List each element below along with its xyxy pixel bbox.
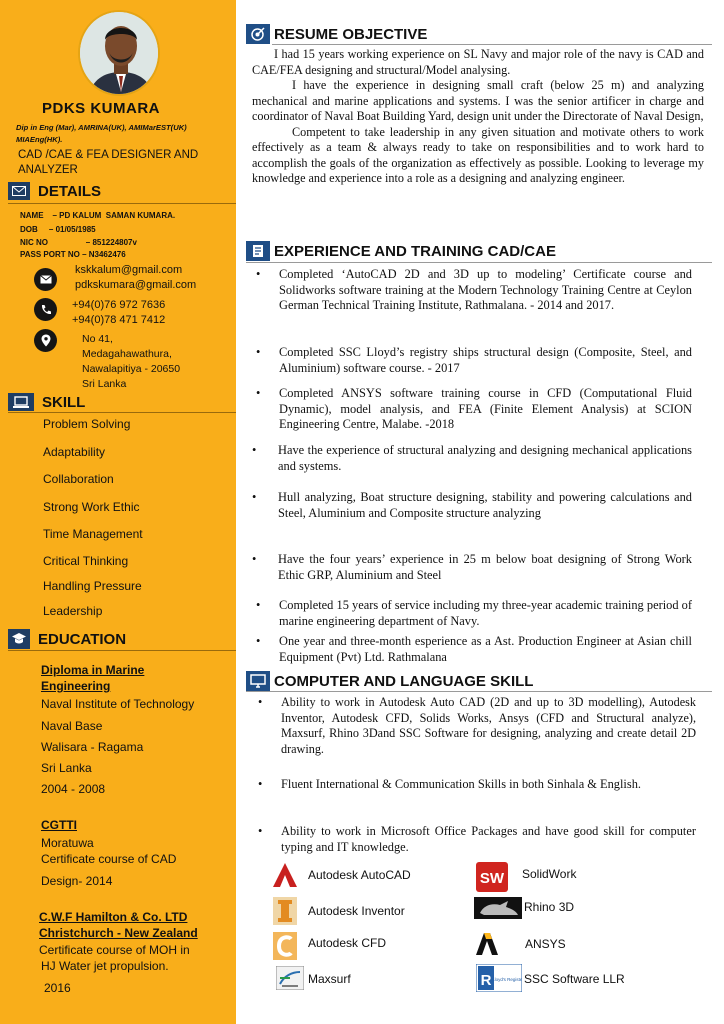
address-line: Medagahawathura, <box>82 348 172 360</box>
experience-item-text: Completed 15 years of service including my three-year academic training period of marine engineering department of Navy. <box>279 598 692 628</box>
objective-heading-label: RESUME OBJECTIVE <box>274 25 428 43</box>
ansys-logo-icon <box>474 931 500 957</box>
experience-item: • Have the four years’ experience in 25 m below boat designing of Strong Work Ethic GRP, Aluminium and Steel <box>252 552 692 582</box>
education-line: Walisara - Ragama <box>41 740 144 754</box>
solidworks-logo-text: SW <box>479 870 505 887</box>
objective-paragraph <box>252 47 704 187</box>
education-title: Christchurch - New Zealand <box>39 926 198 940</box>
divider <box>8 412 236 413</box>
divider <box>8 203 236 204</box>
address-line: Nawalapitiya - 20650 <box>82 363 181 375</box>
rhino-logo-icon <box>474 897 522 919</box>
software-autocad: Autodesk AutoCAD <box>308 868 411 882</box>
profile-photo <box>78 10 160 96</box>
objective-heading <box>246 24 427 44</box>
detail-name: NAME – PD KALUM SAMAN KUMARA. <box>20 211 176 220</box>
phone-icon <box>34 298 57 321</box>
experience-item: • Completed 15 years of service including my three-year academic training period of marine engineering department of Navy. <box>256 598 692 628</box>
skill-item: Time Management <box>43 527 143 541</box>
education-line: Design- 2014 <box>41 874 113 888</box>
address-line: Sri Lanka <box>82 378 127 390</box>
education-line: Naval Base <box>41 719 103 733</box>
sidebar <box>0 0 236 1024</box>
lloyds-register-logo-icon <box>476 964 522 992</box>
experience-item: • Completed SSC Lloyd’s registry ships structural design (Composite, Steel, and Aluminium) software course. - 2017 <box>256 345 692 375</box>
graduation-cap-icon <box>8 629 30 649</box>
education-line: Naval Institute of Technology <box>41 697 195 711</box>
education-title: CGTTI <box>41 818 77 832</box>
detail-nic: NIC NO – 851224807v <box>20 238 137 247</box>
address-line: No 41, <box>82 333 113 345</box>
experience-item-text: Hull analyzing, Boat structure designing, stability and powering calculations and Steel, Aluminium and Composite structure analyzing <box>278 490 692 520</box>
divider <box>246 691 712 692</box>
objective-text: I had 15 years working experience on SL Navy and major role of the navy is CAD and CAE/FEA designing and structural/Model analysing. <box>252 47 704 77</box>
detail-passport: PASS PORT NO – N3462476 <box>20 250 126 259</box>
education-line: 2004 - 2008 <box>41 782 106 796</box>
software-ansys: ANSYS <box>525 937 566 951</box>
profile-qualifications: Dip in Eng (Mar), AMRINA(UK), AMIMarEST(UK) MIAEng(HK). <box>16 123 187 144</box>
computer-heading <box>246 671 533 691</box>
computer-item: • Ability to work in Microsoft Office Packages and have good skill for computer typing and IT knowledge. <box>258 824 696 854</box>
software-maxsurf: Maxsurf <box>308 972 351 986</box>
computer-heading-label: COMPUTER AND LANGUAGE SKILL <box>274 672 534 690</box>
autodesk-cfd-logo-icon <box>273 932 297 960</box>
email-secondary[interactable]: pdkskumara@gmail.com <box>75 279 197 291</box>
skill-item: Critical Thinking <box>43 554 129 568</box>
computer-item-text: Fluent International & Communication Skills in both Sinhala & English. <box>281 777 641 791</box>
objective-text: I have the experience in designing small craft (below 25 m) and analyzing mechanical and marine applications and systems. I was the senior artificer in charge and coordinator of Naval Boat Building Yard, design unit under the Directorate of Naval Design, <box>252 78 704 123</box>
document-icon <box>246 241 270 261</box>
experience-item-text: Completed ‘AutoCAD 2D and 3D up to modeling’ Certificate course and Solidworks software training at the Modern Technology Training Centre at Ceylon German Technical Training Institute, Rathmalana. - 2014 and 2017. <box>279 267 692 312</box>
skill-item: Leadership <box>43 604 103 618</box>
solidworks-logo-icon <box>476 862 508 892</box>
education-line: Moratuwa <box>41 836 94 850</box>
skill-item: Strong Work Ethic <box>43 500 140 514</box>
experience-item: • Have the experience of structural analyzing and designing mechanical applications and systems. <box>252 443 692 473</box>
laptop-icon <box>8 393 34 411</box>
education-heading-label: EDUCATION <box>38 630 127 648</box>
software-ssc: SSC Software LLR <box>524 972 625 986</box>
skill-heading-label: SKILL <box>42 393 86 411</box>
experience-item-text: Completed SSC Lloyd’s registry ships structural design (Composite, Steel, and Aluminium) software course. - 2017 <box>279 345 692 375</box>
divider <box>8 650 236 651</box>
experience-item-text: Have the four years’ experience in 25 m below boat designing of Strong Work Ethic GRP, Aluminium and Steel <box>278 552 692 582</box>
experience-heading-label: EXPERIENCE AND TRAINING CAD/CAE <box>274 242 556 260</box>
details-heading <box>8 182 101 200</box>
phone-secondary[interactable]: +94(0)78 471 7412 <box>72 314 166 326</box>
profile-name: PDKS KUMARA <box>42 100 160 117</box>
objective-text: Competent to take leadership in any given situation and motivate others to work effectively as a team & always ready to take on responsibilities and to work hard to accomplish the goals of the organization as effectively as possible. Looking to leverage my knowledge and experience into a role as a designing and analyzing engineer. <box>252 124 704 185</box>
education-line: 2016 <box>44 981 71 995</box>
divider <box>272 44 712 45</box>
software-solidwork: SolidWork <box>522 867 577 881</box>
experience-heading <box>246 241 556 261</box>
divider <box>246 262 712 263</box>
experience-item-text: Have the experience of structural analyzing and designing mechanical applications and systems. <box>278 443 692 473</box>
profile-role: CAD /CAE & FEA DESIGNER AND ANALYZER <box>18 149 199 176</box>
education-line: Sri Lanka <box>41 761 92 775</box>
monitor-icon <box>246 671 270 691</box>
computer-item-text: Ability to work in Autodesk Auto CAD (2D and up to 3D modelling), Autodesk Inventor, Autodesk CFD, Solids Works, Ansys (CFD and Structural analyze), Maxsurf, Rhino 3Dand SSC Software for designing, analyzing and create detail 2D drawing. <box>281 695 696 756</box>
target-icon <box>246 24 270 44</box>
experience-item-text: Completed ANSYS software training course in CFD (Computational Fluid Dynamic), model analysis, and FEA (Finite Element Analysis) at SCION Engineering Centre, Malabe. -2018 <box>279 386 692 431</box>
education-title: Diploma in Marine <box>41 663 145 677</box>
education-line: HJ Water jet propulsion. <box>41 959 169 973</box>
skill-item: Collaboration <box>43 472 114 486</box>
detail-dob: DOB – 01/05/1985 <box>20 225 96 234</box>
location-pin-icon <box>34 329 57 352</box>
experience-item: • Completed ANSYS software training course in CFD (Computational Fluid Dynamic), model analysis, and FEA (Finite Element Analysis) at SCION Engineering Centre, Malabe. -2018 <box>256 386 692 431</box>
software-rhino: Rhino 3D <box>524 900 575 914</box>
skill-item: Problem Solving <box>43 417 131 431</box>
autocad-logo-icon <box>272 862 298 888</box>
education-line: Certificate course of MOH in <box>39 943 190 957</box>
experience-item-text: One year and three-month esperience as a Ast. Production Engineer at Asian chill Equipment (Pvt) Ltd. Rathmalana <box>279 634 692 664</box>
skill-item: Adaptability <box>43 445 106 459</box>
skill-item: Handling Pressure <box>43 579 142 593</box>
software-cfd: Autodesk CFD <box>308 936 387 950</box>
envelope-icon <box>8 182 30 200</box>
education-title: Engineering <box>41 679 111 693</box>
inventor-logo-icon <box>273 897 297 925</box>
experience-item: • Completed ‘AutoCAD 2D and 3D up to modeling’ Certificate course and Solidworks software training at the Modern Technology Training Centre at Ceylon German Technical Training Institute, Rathmalana. - 2014 and 2017. <box>256 267 692 312</box>
education-title: C.W.F Hamilton & Co. LTD <box>39 910 188 924</box>
education-heading <box>8 629 126 649</box>
skill-heading <box>8 393 85 411</box>
education-line: Certificate course of CAD <box>41 852 177 866</box>
svg-text:R: R <box>480 972 492 989</box>
address <box>82 332 180 392</box>
email-primary[interactable]: kskkalum@gmail.com <box>75 264 183 276</box>
experience-item: • One year and three-month esperience as a Ast. Production Engineer at Asian chill Equipment (Pvt) Ltd. Rathmalana <box>256 634 692 664</box>
lloyds-register-logo-text: Lloyd's Register <box>492 977 522 982</box>
software-inventor: Autodesk Inventor <box>308 904 405 918</box>
maxsurf-logo-icon <box>276 966 304 990</box>
computer-item: • Ability to work in Autodesk Auto CAD (2D and up to 3D modelling), Autodesk Inventor, Autodesk CFD, Solids Works, Ansys (CFD and Structural analyze), Maxsurf, Rhino 3Dand SSC Software for designing, analyzing and create detail 2D drawing. <box>258 695 696 756</box>
phone-primary[interactable]: +94(0)76 972 7636 <box>72 299 166 311</box>
computer-item: • Fluent International & Communication Skills in both Sinhala & English. <box>258 772 696 796</box>
details-heading-label: DETAILS <box>38 182 102 200</box>
email-icon <box>34 268 57 291</box>
computer-item-text: Ability to work in Microsoft Office Packages and have good skill for computer typing and IT knowledge. <box>281 824 696 854</box>
experience-item: • Hull analyzing, Boat structure designing, stability and powering calculations and Steel, Aluminium and Composite structure analyzing <box>252 490 692 520</box>
